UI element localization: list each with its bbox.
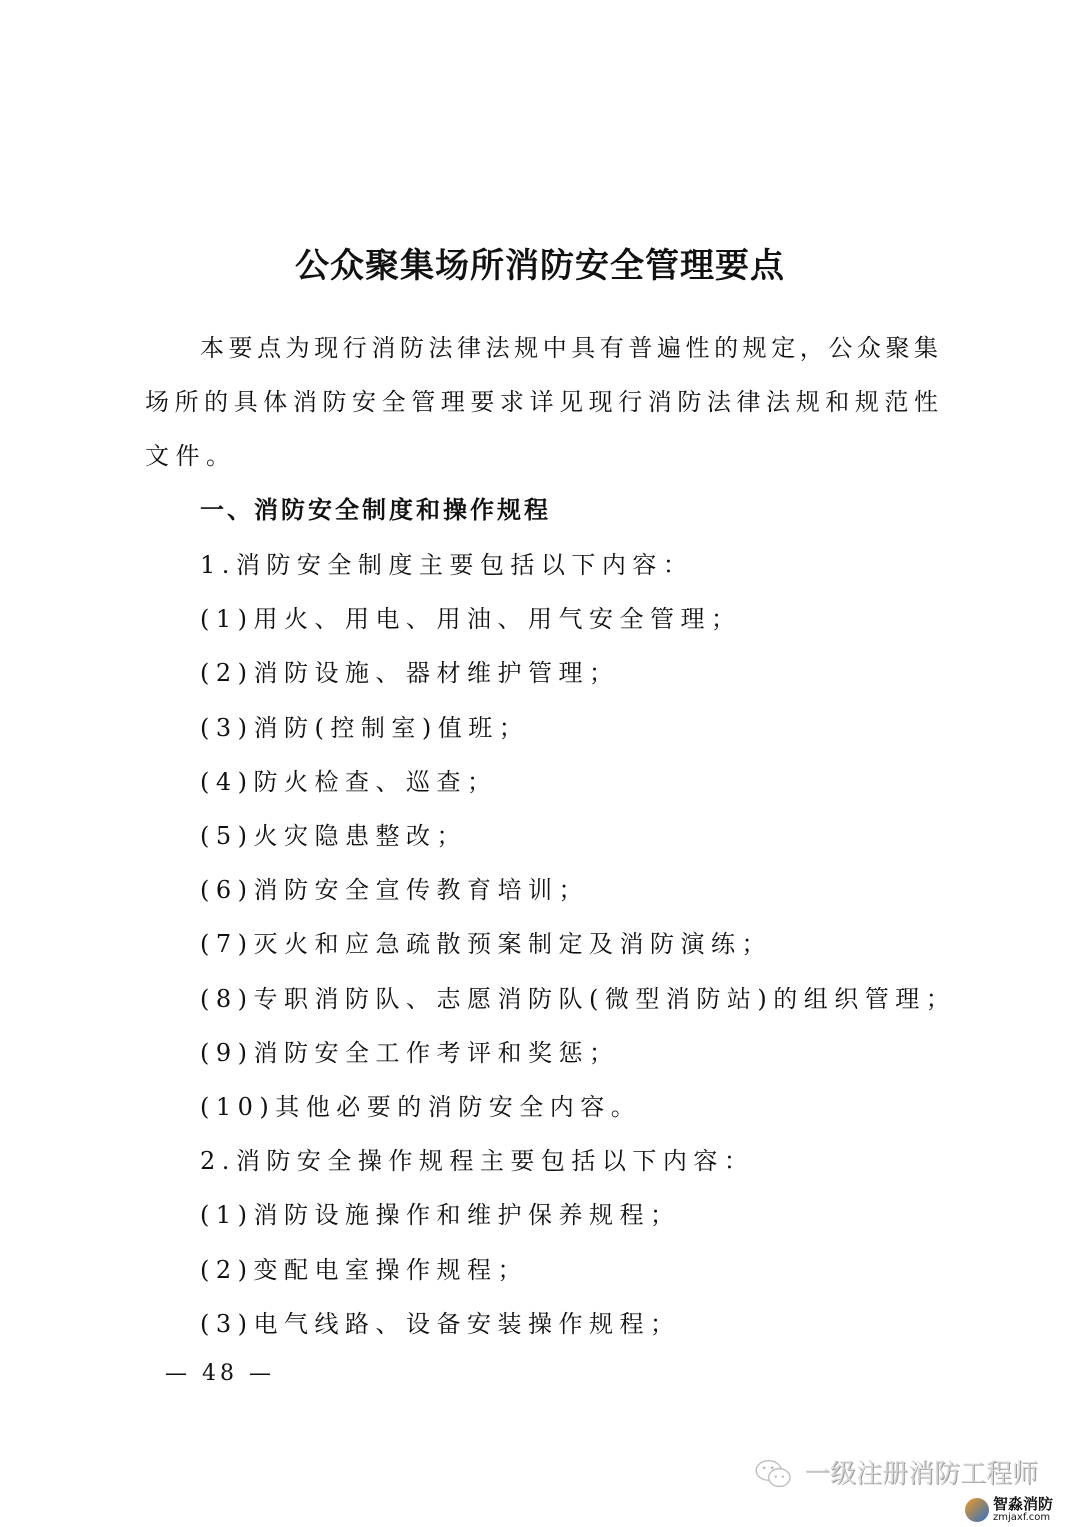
- list-item: (7)灭火和应急疏散预案制定及消防演练；: [200, 930, 772, 959]
- list-item: (8)专职消防队、志愿消防队(微型消防站)的组织管理；: [200, 984, 957, 1013]
- brand-logo: [965, 1497, 1053, 1523]
- intro-line-1: 本要点为现行消防法律法规中具有普遍性的规定，公众聚集: [200, 334, 938, 362]
- list-item: 2.消防安全操作规程主要包括以下内容：: [200, 1147, 755, 1176]
- document-title: 公众聚集场所消防安全管理要点: [295, 246, 785, 286]
- section-heading: 一、消防安全制度和操作规程: [200, 496, 551, 524]
- list-item: (2)变配电室操作规程；: [200, 1255, 528, 1284]
- list-item: (2)消防设施、器材维护管理；: [200, 659, 620, 688]
- page-number: — 48 —: [165, 1361, 275, 1386]
- brand-url: zmjaxf.com: [993, 1512, 1051, 1523]
- wechat-icon: [752, 1458, 796, 1490]
- list-item: (3)电气线路、设备安装操作规程；: [200, 1309, 681, 1338]
- list-item: (10)其他必要的消防安全内容。: [200, 1093, 642, 1121]
- list-item: 1.消防安全制度主要包括以下内容：: [200, 551, 694, 579]
- list-item: (4)防火检查、巡查；: [200, 767, 498, 796]
- watermark: [752, 1458, 1038, 1490]
- intro-line-3: 文件。: [145, 442, 237, 470]
- list-item: (3)消防(控制室)值班；: [200, 713, 530, 742]
- list-item: (9)消防安全工作考评和奖惩；: [200, 1038, 620, 1067]
- list-item: (1)消防设施操作和维护保养规程；: [200, 1201, 681, 1230]
- watermark-text: 一级注册消防工程师: [804, 1459, 1039, 1489]
- list-item: (5)火灾隐患整改；: [200, 822, 467, 850]
- list-item: (1)用火、用电、用油、用气安全管理；: [200, 605, 742, 634]
- brand-name: 智淼消防: [993, 1495, 1054, 1513]
- list-item: (6)消防安全宣传教育培训；: [200, 876, 589, 905]
- brand-logo-icon: [965, 1498, 989, 1522]
- intro-line-2: 场所的具体消防安全管理要求详见现行消防法律法规和规范性: [145, 388, 938, 416]
